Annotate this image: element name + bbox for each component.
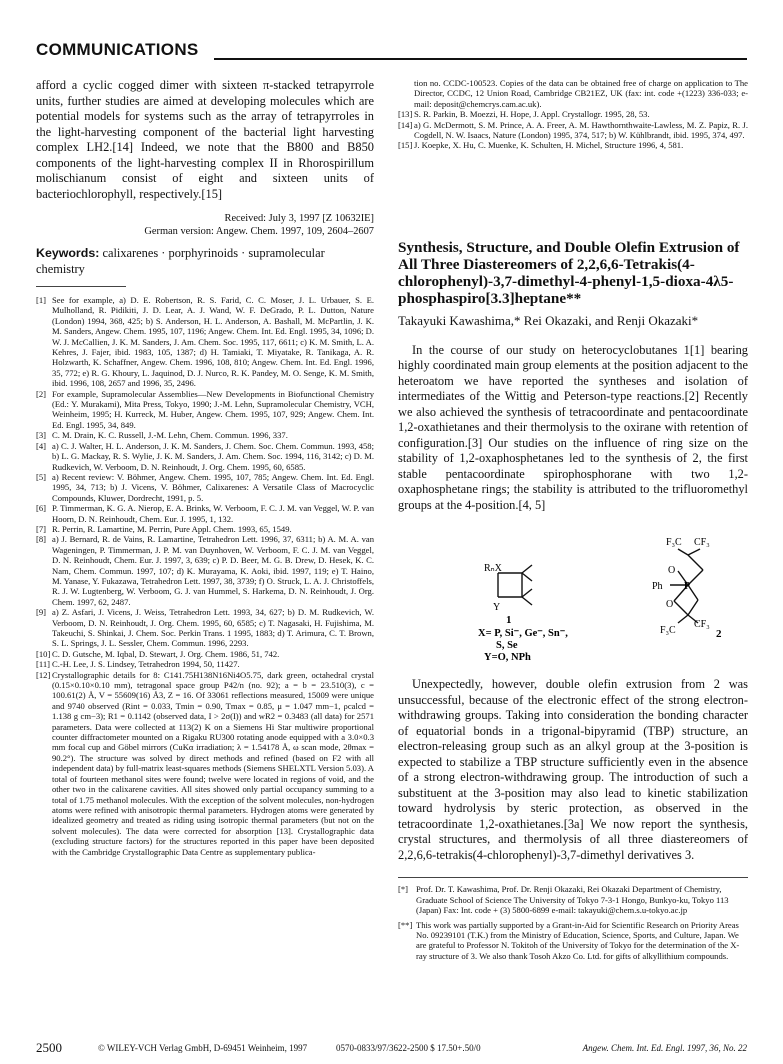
reference-number: [15] bbox=[398, 140, 413, 151]
header-rule bbox=[214, 58, 747, 60]
footnote-rule bbox=[398, 877, 748, 878]
reference-number: [9] bbox=[36, 607, 47, 618]
compound-1-label: 1 bbox=[506, 614, 512, 627]
footnote-text: This work was partially supported by a Grant-in-Aid for Scientific Research on Priority Areas No. 09239101 (T.K.) from the Ministry of Education, Science, Sports, and Culture, Japan. We are grateful to Professor N. Tokitoh of the University of Tokyo for the determination of the X-ray structure of 3. We also thank Tosoh Akzo Co. Ltd. for gifts of alkyllithium compounds. bbox=[416, 919, 740, 961]
p-label: P bbox=[684, 581, 691, 593]
footnote-text: Prof. Dr. T. Kawashima, Prof. Dr. Renji Okazaki, Rei Okazaki Department of Chemistry, Graduate School of Science The University of Tokyo 7-3-1 Hongo, Bunkyo-ku, Tokyo 113 (Japan) Fax: Int. code + (3) 5800-6899 e-mail: takayuki@chem.s.u-tokyo.ac.jp bbox=[416, 884, 729, 916]
reference-number: [2] bbox=[36, 388, 47, 399]
reference-text: a) J. Bernard, R. de Vains, R. Lamartine, Tetrahedron Lett. 1996, 37, 6311; b) A. M. A. van Wageningen, P. Timmerman, J. P. M. van Duynhoven, W. Verboom, F. C. J. M. van Veggel, D. N. Reinhoudt, Chem. Eur. J. 1997, 3, 639; c) P. D. Beer, M. G. B. Drew, D. Hesek, K. C. Nam, Chem. Commun. 1997, 107; d) K. Murayama, K. Aoki, ibid. 1997, 119; e) T. Haino, M. Yanase, Y. Fukazawa, Tetrahedron Lett. 1997, 38, 3739; f) O. Struck, L. A. J. Christoffels, R. J. W. Lugtenberg, W. Verboom, G. J. van Hummel, S. Harkema, D. N. Reinhoudt, J. Org. Chem. 1997, 62, 2487. bbox=[52, 534, 374, 607]
reference-number: [7] bbox=[36, 523, 47, 534]
y-label: Y bbox=[493, 602, 501, 614]
right-column bbox=[398, 78, 748, 965]
y-definition: Y=O, NPh bbox=[484, 652, 531, 664]
reference-item bbox=[36, 389, 374, 431]
footnote-mark: [**] bbox=[398, 919, 413, 930]
section-title: COMMUNICATIONS bbox=[36, 40, 199, 59]
references-right bbox=[398, 109, 748, 151]
f3c-bot: F₃C bbox=[660, 625, 676, 637]
page-number: 2500 bbox=[36, 1040, 62, 1055]
reference-item bbox=[36, 295, 374, 389]
reference-text: For example, Supramolecular Assemblies—New Developments in Biofunctional Chemistry (Ed.: Y. Murakami), Mita Press, Tokyo, 1990; J.-M. Lehn, Supramolecular Chemistry, VCH, Weinheim, 1995; H. Kurreck, M. Huber, Angew. Chem. 1995, 107, 929; Angew. Chem. Int. Ed. Engl. 1995, 34, 849. bbox=[52, 388, 374, 430]
reference-number: [12] bbox=[36, 669, 51, 680]
o-top: O bbox=[668, 565, 676, 577]
references-left bbox=[36, 295, 374, 857]
article-authors: Takayuki Kawashima,* Rei Okazaki, and Renji Okazaki* bbox=[398, 312, 699, 328]
reference-text: S. R. Parkin, B. Moezzi, H. Hope, J. Appl. Crystallogr. 1995, 28, 53. bbox=[414, 109, 650, 120]
intro-paragraph: In the course of our study on heterocyclobutanes 1[1] bearing highly coordinated main group elements at the position adjacent to the heteroatom we have reported the syntheses and isolation of intermediates of the Wittig and Peterson-type reactions.[2] Recently we also achieved the synthesis of tetracoordinate and pentacoordinate 1,2-oxathietanes and their thermolysis to the oxirane with retention of configuration.[3] Our studies on the influence of ring size on the stability of 1,2-oxaphosphetanes led to the synthesis of 2, the first stable pentacoordinate spirophosphorane with two 1,2-oxaphosphetane rings; the stability is attributed to the trifluoromethyl groups at the 4-position.[4, 5] bbox=[398, 342, 748, 512]
reference-text: J. Koepke, X. Hu, C. Muenke, K. Schulten, H. Michel, Structure 1996, 4, 581. bbox=[414, 140, 684, 151]
reference-text: See for example, a) D. E. Robertson, R. S. Farid, C. C. Moser, J. L. Urbauer, S. E. Mulholland, R. Pidikiti, J. D. Lear, A. J. Wand, W. F. DeGrado, P. L. Dutton, Nature (London) 1994, 368, 425; b) S. Anderson, H. L. Anderson, A. Bashall, M. McPartlin, J. K. M. Sanders, Angew. Chem. 1995, 107, 1196; Angew. Chem. Int. Ed. Engl. 1995, 34, 1096; D. W. J. McCallien, J. K. M. Sanders, J. Am. Chem. Soc. 1995, 117, 6611; c) K. M. Smith, L. A. Kehres, J. Fajer, ibid. 1983, 105, 1387; d) H. Tamiaki, T. Miyatake, R. Tanikaga, A. R. Holzwarth, K. Schaffner, Angew. Chem. 1996, 108, 810; Angew. Chem. Int. Ed. Engl. 1996, 35, 772; e) R. G. Khoury, L. Jaquinod, D. J. Nurco, R. K. Pandey, M. O. Senge, K. M. Smith, ibid. 1996, 108, 2657 and 1996, 35, 2496. bbox=[52, 295, 375, 389]
page-header bbox=[36, 40, 747, 66]
reference-text: a) Z. Asfari, J. Vicens, J. Weiss, Tetrahedron Lett. 1993, 34, 627; b) D. M. Rudkevich, W. Verboom, D. N. Reinhoudt, J. Org. Chem. 1995, 60, 6585; c) T. Nagasaki, H. Fujishima, M. Takeuchi, S. Shinkai, J. Chem. Soc. Perkin Trans. 1 1995, 1883; d) T. Arimura, C. T. Brown, S. L. Springs, J. L. Sessler, Chem. Commun. 1996, 2293. bbox=[52, 607, 374, 649]
s-definition: S, Se bbox=[496, 640, 518, 652]
rnx-label: RₙX bbox=[484, 563, 502, 575]
reference-item bbox=[36, 472, 374, 503]
footnote-item bbox=[398, 920, 748, 962]
price-code: 0570-0833/97/3622-2500 $ 17.50+.50/0 bbox=[336, 1043, 481, 1053]
keywords bbox=[36, 246, 374, 277]
reference-item bbox=[36, 441, 374, 472]
reference-text: R. Perrin, R. Lamartine, M. Perrin, Pure Appl. Chem. 1993, 65, 1549. bbox=[52, 523, 292, 534]
reference-item bbox=[36, 607, 374, 649]
reference-number: [11] bbox=[36, 659, 50, 670]
copyright: © WILEY-VCH Verlag GmbH, D-69451 Weinheim, 1997 bbox=[98, 1043, 308, 1053]
results-paragraph: Unexpectedly, however, double olefin extrusion from 2 was unsuccessful, because of the electronic effect of the strong electron-withdrawing groups. Taking into consideration the bonding character of equatorial bonds in a trigonal-bipyramid (TBP) structure, an electron-releasing group such as an alkyl group at the 3-position is expected to stabilize a TBP structure sufficiently even in the absence of a strong electron-withdrawing group. The introduction of such a substituent at the 3-position may also lead to kinetic stabilization toward hydrolysis by steric protection, as observed in the tetracoordinate 1,2-oxathietanes.[3a] We now report the synthesis, crystal structures, and thermolysis of all three diastereomers of 2,2,6,6-tetrakis(4-chlorophenyl)-3,7-dimethyl derivatives 3. bbox=[398, 677, 748, 862]
reference-item bbox=[36, 670, 374, 857]
x-definition: X= P, Si⁻, Ge⁻, Sn⁻, bbox=[478, 628, 568, 640]
reference-number: [13] bbox=[398, 109, 413, 120]
reference-text: C. D. Gutsche, M. Iqbal, D. Stewart, J. Org. Chem. 1986, 51, 742. bbox=[52, 648, 280, 659]
reference-text: P. Timmerman, K. G. A. Nierop, E. A. Brinks, W. Verboom, F. C. J. M. van Veggel, W. P. van Hoorn, D. N. Reinhoudt, Chem. Eur. J. 1995, 1, 132. bbox=[52, 503, 374, 524]
reference-item bbox=[398, 140, 748, 150]
reference-item bbox=[36, 430, 374, 440]
reference-number: [14] bbox=[398, 119, 413, 130]
reference-number: [1] bbox=[36, 295, 47, 305]
journal-citation: Angew. Chem. Int. Ed. Engl. 1997, 36, No. 22 bbox=[582, 1043, 747, 1053]
footnote-mark: [*] bbox=[398, 884, 409, 895]
reference-number: [3] bbox=[36, 430, 47, 441]
reference-continuation: tion no. CCDC-100523. Copies of the data can be obtained free of charge on application to The Director, CCDC, 12 Union Road, Cambridge CB21EZ, UK (fax: int. code +(1223) 336-033; e-mail: deposit@chemcrys.cam.ac.uk). bbox=[414, 78, 748, 109]
reference-text: a) Recent review: V. Böhmer, Angew. Chem. 1995, 107, 785; Angew. Chem. Int. Ed. Engl. 1995, 34, 713; b) J. Vicens, V. Böhmer, Calixarenes: A Versatile Class of Macrocyclic Compounds, Kluwer, Dordrecht, 1991, p. 5. bbox=[52, 471, 374, 503]
chemical-scheme bbox=[398, 515, 748, 665]
f3c-top: F₃C bbox=[666, 537, 682, 549]
reference-number: [8] bbox=[36, 534, 47, 545]
reference-item bbox=[36, 524, 374, 534]
reference-text: C.-H. Lee, J. S. Lindsey, Tetrahedron 1994, 50, 11427. bbox=[52, 659, 240, 670]
reference-item bbox=[398, 109, 748, 119]
o-bot: O bbox=[666, 599, 674, 611]
page-footer bbox=[36, 1042, 747, 1056]
reference-number: [4] bbox=[36, 440, 47, 451]
left-column bbox=[36, 78, 374, 857]
footnote-item bbox=[398, 884, 748, 915]
reference-item bbox=[36, 659, 374, 669]
article-title: Synthesis, Structure, and Double Olefin Extrusion of All Three Diastereomers of 2,2,6,6-Tetrakis(4-chlorophenyl)-3,7-dimethyl-4-phenyl-1,5-dioxa-4λ5-phosphaspiro[3.3]heptane** bbox=[398, 238, 740, 307]
keywords-list: calixarenes · porphyrinoids · supramolecular chemistry bbox=[36, 246, 325, 276]
received-line: Received: July 3, 1997 [Z 10632IE] bbox=[224, 213, 374, 224]
reference-text: a) C. J. Walter, H. L. Anderson, J. K. M. Sanders, J. Chem. Soc. Chem. Commun. 1993, 458; b) L. G. Mackay, R. S. Wylie, J. K. M. Sanders, J. Am. Chem. Soc. 1994, 116, 3142; c) D. M. Rudkevich, W. Verboom, D. N. Reinhoudt, J. Org. Chem. 1995, 60, 6585. bbox=[52, 440, 374, 472]
scheme-drawing bbox=[398, 515, 748, 665]
refs-rule bbox=[36, 286, 126, 287]
reference-number: [10] bbox=[36, 648, 51, 659]
keywords-label: Keywords: bbox=[36, 246, 100, 260]
compound-2-label: 2 bbox=[716, 628, 722, 641]
cf3-bot: CF₃ bbox=[694, 619, 710, 631]
left-paragraph: afford a cyclic cogged dimer with sixteen π-stacked tetrapyrrole units, further studies are aimed at developing molecules which are potential models for systems such as the array of tetrapyrroles in the light-harvesting component of the bacterial light harvesting complex LH2.[14] Indeed, we note that the B800 and B850 components of the light-harvesting complex II in Rhorospirillum molischianum consist of eight and sixteen units of bacteriochlorophyll, respectively.[15] bbox=[36, 78, 374, 201]
ph-label: Ph bbox=[652, 581, 663, 593]
reference-number: [6] bbox=[36, 503, 47, 514]
structure-1 bbox=[498, 565, 532, 605]
reference-text: Crystallographic details for 8: C141.75H138N16Ni4O5.75, dark green, octahedral crystal (0.15×0.10×0.10 mm), tetragonal space group P42/n (no. 92); a = b = 23.510(3), c = 100.61(2) Å, V = 55609(16) Å3, Z = 16. Of 33061 reflections measured, 15009 were unique and 9740 observed (Rint = 0.033, Tmin = 0.90, Tmax = 0.85, μ = 1.047 mm−1, ρcalcd = 1.138 g cm−3); R1 = 0.1142 (observed data, I > 2σ(I)) and wR2 = 0.3483 (all data) for 2571 parameters. Data were collected at 113(2) K on a Siemens Hi Star multiwire proportional counter diffractometer mounted on a Rigaku RU300 rotating anode equipped with a 3.0×0.3 mm focal cup and Göbel mirrors (CuKα irradiation; λ = 1.54178 Å, ω scan mode, 2θmax = 90.2°). The structure was solved by direct methods and refined (based on F2 with all independent data) by full-matrix least-squares methods (Siemens SHELXTL Version 5.03). A total of fourteen methanol sites were found; twelve were located in regions of void, and the other two in the calixarene cavities. All sites showed only partial occupancy summing to a total of 1.75 methanol molecules. With the exception of the solvent molecules, non-hydrogen atoms were refined with anisotropic thermal parameters. Hydrogen atoms were generated by idealized geometry and treated as riding using isotropic thermal parameters (but not on the solvent molecules). The data were corrected for absorption [13]. Crystallographic data (excluding structure factors) for the structures reported in this paper have been deposited with the Cambridge Crystallographic Data Centre as supplementary publica- bbox=[52, 669, 374, 857]
reference-text: C. M. Drain, K. C. Russell, J.-M. Lehn, Chem. Commun. 1996, 337. bbox=[52, 430, 288, 441]
reference-item bbox=[36, 534, 374, 607]
cf3-top: CF₃ bbox=[694, 537, 710, 549]
reference-number: [5] bbox=[36, 471, 47, 482]
german-version-line: German version: Angew. Chem. 1997, 109, 2604–2607 bbox=[144, 226, 374, 237]
reference-item bbox=[36, 503, 374, 524]
reference-item bbox=[398, 120, 748, 141]
reference-item bbox=[36, 649, 374, 659]
reference-text: a) G. McDermott, S. M. Prince, A. A. Freer, A. M. Hawthornthwaite-Lawless, M. Z. Papiz, R. J. Cogdell, N. W. Isaacs, Nature (London) 1995, 374, 517; b) W. Kühlbrandt, ibid. 1995, 374, 497. bbox=[414, 119, 748, 141]
footnotes bbox=[398, 884, 748, 961]
